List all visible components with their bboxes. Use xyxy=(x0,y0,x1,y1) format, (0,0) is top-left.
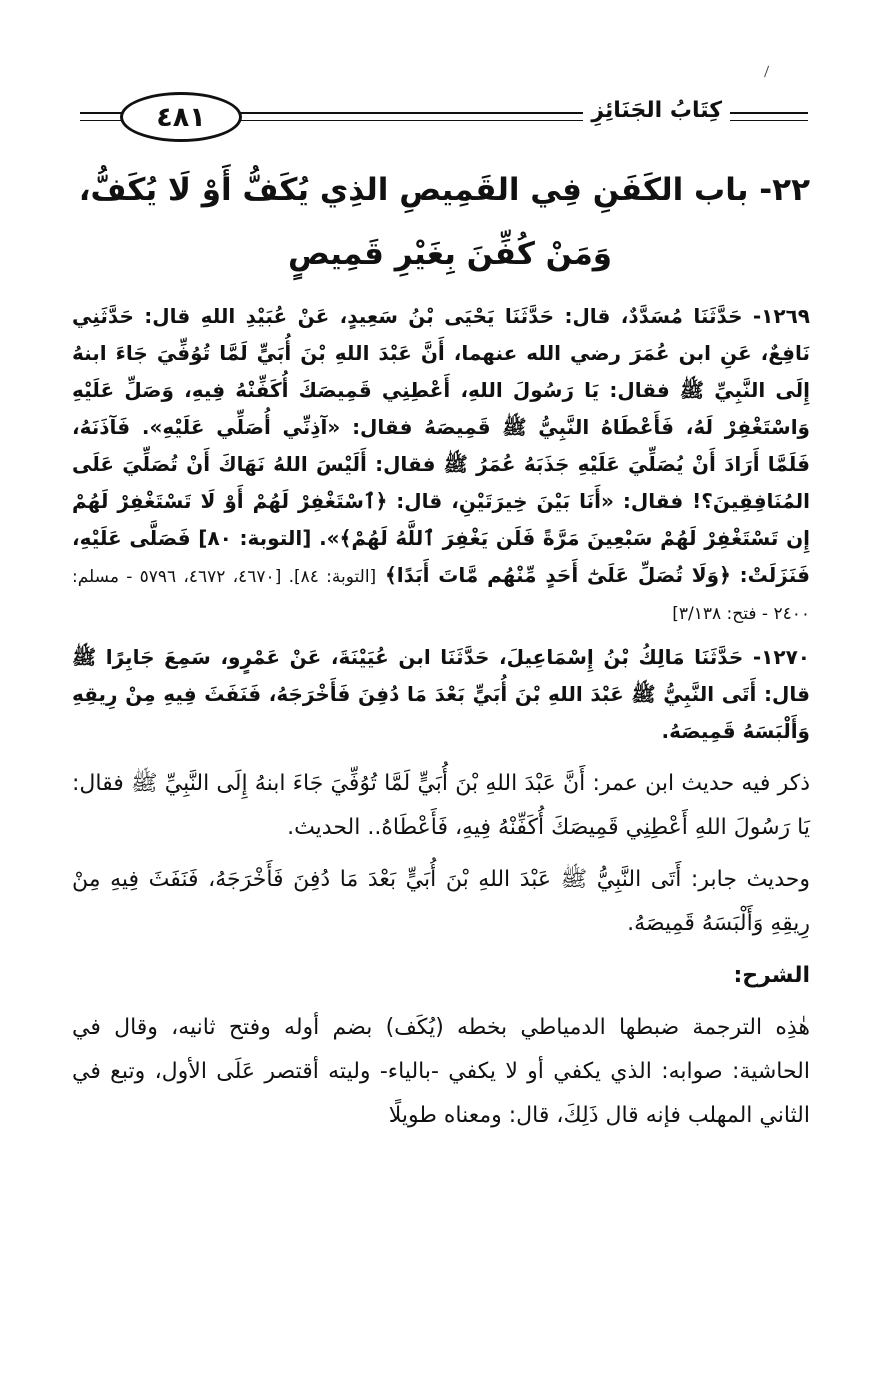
hadith-1269 xyxy=(72,298,810,631)
page-number: ٤٨١ xyxy=(156,101,206,133)
commentary-paragraph-2: وحديث جابر: أَتَى النَّبِيُّ ﷺ عَبْدَ اللهِ بْنَ أُبَيٍّ بَعْدَ مَا دُفِنَ فَأَخْرَجَهُ، فَنَفَثَ فِيهِ مِنْ رِيقِهِ وَأَلْبَسَهُ قَمِيصَهُ. xyxy=(72,867,810,936)
commentary-paragraph-3: هٰذِه الترجمة ضبطها الدمياطي بخطه (يُكَف) بضم أوله وفتح ثانيه، وقال في الحاشية: صوابه: الذي يكفي أو لا يكفي -بالياء- وليته أقتصر عَلَى الأول، وتبع في الثاني المهلب فإنه قال ذَلِكَ، قال: ومعناه طويلًا xyxy=(72,1015,810,1128)
commentary-paragraph-1: ذكر فيه حديث ابن عمر: أَنَّ عَبْدَ اللهِ بْنَ أُبَيٍّ لَمَّا تُوُفِّيَ جَاءَ ابنهُ إِلَى النَّبِيِّ ﷺ فقال: يَا رَسُولَ اللهِ أَعْطِنِي قَمِيصَكَ أُكَفِّنْهُ فِيهِ، فَأَعْطَاهُ.. الحديث. xyxy=(72,771,810,840)
chapter-heading-line-2: وَمَنْ كُفِّنَ بِغَيْرِ قَمِيصٍ xyxy=(287,236,613,272)
page-header xyxy=(80,92,808,146)
chapter-heading-line-1: ٢٢- باب الكَفَنِ فِي القَمِيصِ الذِي يُكَفُّ أَوْ لَا يُكَفُّ، xyxy=(78,172,810,208)
page-number-oval xyxy=(120,92,242,142)
chapter-heading xyxy=(78,158,810,286)
margin-mark xyxy=(764,66,772,79)
hadith-1269-references: [التوبة: ٨٤]. [٤٦٧٠، ٤٦٧٢، ٥٧٩٦ - مسلم: ٢٤٠٠ - فتح: ٣/١٣٨] xyxy=(72,567,810,624)
hadith-1269-text: ١٢٦٩- حَدَّثَنَا مُسَدَّدٌ، قال: حَدَّثَنَا يَحْيَى بْنُ سَعِيدٍ، عَنْ عُبَيْدِ اللهِ قال: حَدَّثَنِي نَافِعٌ، عَنِ ابن عُمَرَ رضي الله عنهما، أَنَّ عَبْدَ اللهِ بْنَ أُبَيٍّ لَمَّا تُوُفِّيَ جَاءَ ابنهُ إِلَى النَّبِيِّ ﷺ فقال: يَا رَسُولَ اللهِ، أَعْطِنِي قَمِيصَكَ أُكَفِّنْهُ فِيهِ، وَصَلِّ عَلَيْهِ وَاسْتَغْفِرْ لَهُ، فَأَعْطَاهُ النَّبِيُّ ﷺ قَمِيصَهُ فقال: «آذِنِّي أُصَلِّي عَلَيْهِ». فَآذَنَهُ، فَلَمَّا أَرَادَ أَنْ يُصَلِّيَ عَلَيْهِ جَذَبَهُ عُمَرُ ﷺ فقال: أَلَيْسَ اللهُ نَهَاكَ أَنْ تُصَلِّيَ عَلَى المُنَافِقِينَ؟! فقال: «أَنَا بَيْنَ خِيرَتَيْنِ، قال: ﴿ٱسْتَغْفِرْ لَهُمْ أَوْ لَا تَسْتَغْفِرْ لَهُمْ إِن تَسْتَغْفِرْ لَهُمْ سَبْعِينَ مَرَّةً فَلَن يَغْفِرَ ٱللَّهُ لَهُمْ﴾». [التوبة: ٨٠] فَصَلَّى عَلَيْهِ، فَنَزَلَتْ: ﴿وَلَا تُصَلِّ عَلَىٰٓ أَحَدٍ مِّنْهُم مَّاتَ أَبَدًا﴾ xyxy=(72,304,811,587)
hadith-1270: ١٢٧٠- حَدَّثَنَا مَالِكُ بْنُ إِسْمَاعِيلَ، حَدَّثَنَا ابن عُيَيْنَةَ، عَنْ عَمْرٍو، سَمِعَ جَابِرًا ﷺ قال: أَتَى النَّبِيُّ ﷺ عَبْدَ اللهِ بْنَ أُبَيٍّ بَعْدَ مَا دُفِنَ فَأَخْرَجَهُ، فَنَفَثَ فِيهِ مِنْ رِيقِهِ وَأَلْبَسَهُ قَمِيصَهُ. xyxy=(72,645,810,743)
sharh-heading: الشرح: xyxy=(733,963,810,988)
page-body xyxy=(72,298,810,1138)
book-title: كِتَابُ الجَنَائِزِ xyxy=(583,98,730,123)
